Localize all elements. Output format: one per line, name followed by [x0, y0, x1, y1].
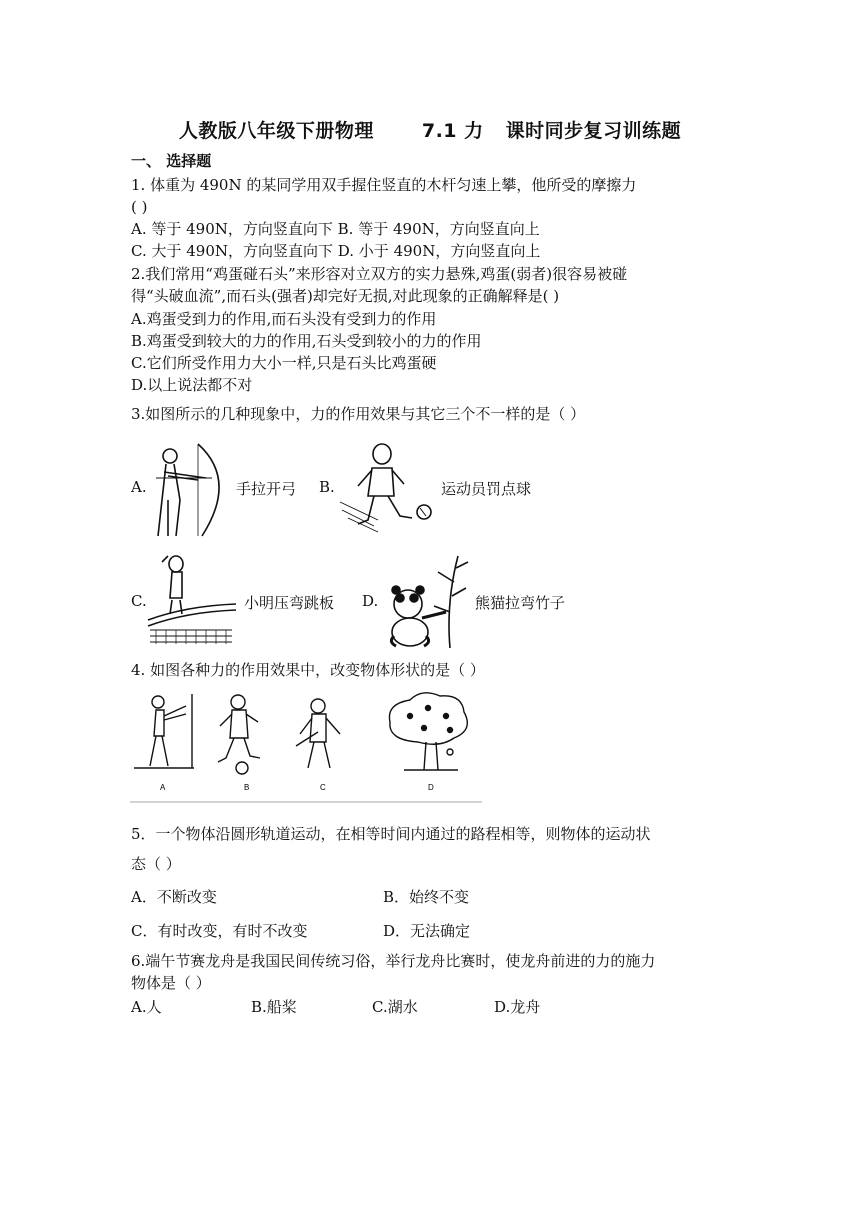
- q2-stem-line1: 2.我们常用“鸡蛋碰石头”来形容对立双方的实力悬殊,鸡蛋(弱者)很容易被碰: [131, 265, 628, 283]
- q1-stem-line1: 1. 体重为 490N 的某同学用双手握住竖直的木杆匀速上攀，他所受的摩擦力: [131, 176, 637, 194]
- q4-label-b: B: [244, 783, 250, 792]
- q3-stem: 3.如图所示的几种现象中，力的作用效果与其它三个不一样的是（ ）: [131, 405, 586, 423]
- q3-option-b-text: 运动员罚点球: [441, 480, 532, 498]
- q6-option-a: A.人: [131, 998, 162, 1016]
- q3-option-a-text: 手拉开弓: [236, 480, 297, 498]
- diving-board-figure: [146, 552, 238, 650]
- q4-label-a: A: [160, 783, 166, 792]
- title-chapter: 7.1 力: [421, 120, 484, 142]
- q3-option-d-letter: D.: [362, 592, 379, 610]
- title-topic: 课时同步复习训练题: [505, 120, 682, 142]
- panda-bamboo-figure: [380, 552, 470, 650]
- q2-option-a: A.鸡蛋受到力的作用,而石头没有受到力的作用: [131, 310, 437, 328]
- q3-option-d-text: 熊猫拉弯竹子: [475, 594, 566, 612]
- section-heading: 一、 选择题: [131, 152, 212, 170]
- q4-label-c: C: [320, 783, 326, 792]
- q1-options-ab: A. 等于 490N，方向竖直向下 B. 等于 490N，方向竖直向上: [131, 220, 540, 238]
- q5-stem-line1: 5．一个物体沿圆形轨道运动，在相等时间内通过的路程相等，则物体的运动状: [131, 825, 651, 843]
- q3-option-c-letter: C.: [131, 592, 147, 610]
- q4-figure-strip: [128, 686, 488, 806]
- q6-option-c: C.湖水: [372, 998, 418, 1016]
- q2-option-b: B.鸡蛋受到较大的力的作用,石头受到较小的力的作用: [131, 332, 482, 350]
- soccer-player-figure: [338, 440, 438, 540]
- q6-option-b: B.船桨: [251, 998, 297, 1016]
- q6-stem-line2: 物体是（ ）: [131, 974, 211, 992]
- q4-stem: 4. 如图各种力的作用效果中，改变物体形状的是（ ）: [131, 661, 485, 679]
- q5-option-a: A．不断改变: [131, 888, 217, 906]
- q5-option-c: C．有时改变，有时不改变: [131, 922, 308, 940]
- q5-option-d: D．无法确定: [383, 922, 471, 940]
- q3-option-b-letter: B.: [319, 478, 335, 496]
- q3-option-c-text: 小明压弯跳板: [244, 594, 335, 612]
- q2-option-c: C.它们所受作用力大小一样,只是石头比鸡蛋硬: [131, 354, 437, 372]
- q4-label-d: D: [428, 783, 434, 792]
- q1-options-cd: C. 大于 490N，方向竖直向下 D. 小于 490N，方向竖直向上: [131, 242, 541, 260]
- q5-stem-line2: 态（ ）: [131, 855, 181, 873]
- q2-option-d: D.以上说法都不对: [131, 376, 253, 394]
- q2-stem-line2: 得“头破血流”,而石头(强者)却完好无损,对此现象的正确解释是( ): [131, 287, 560, 305]
- archer-figure: [146, 440, 226, 540]
- q5-option-b: B．始终不变: [383, 888, 470, 906]
- q6-option-d: D.龙舟: [494, 998, 541, 1016]
- q6-stem-line1: 6.端午节赛龙舟是我国民间传统习俗，举行龙舟比赛时，使龙舟前进的力的施力: [131, 952, 656, 970]
- q1-stem-line2: ( ): [131, 198, 148, 216]
- title-subject: 人教版八年级下册物理: [178, 120, 374, 142]
- page-title: [0, 116, 860, 143]
- q3-option-a-letter: A.: [131, 478, 147, 496]
